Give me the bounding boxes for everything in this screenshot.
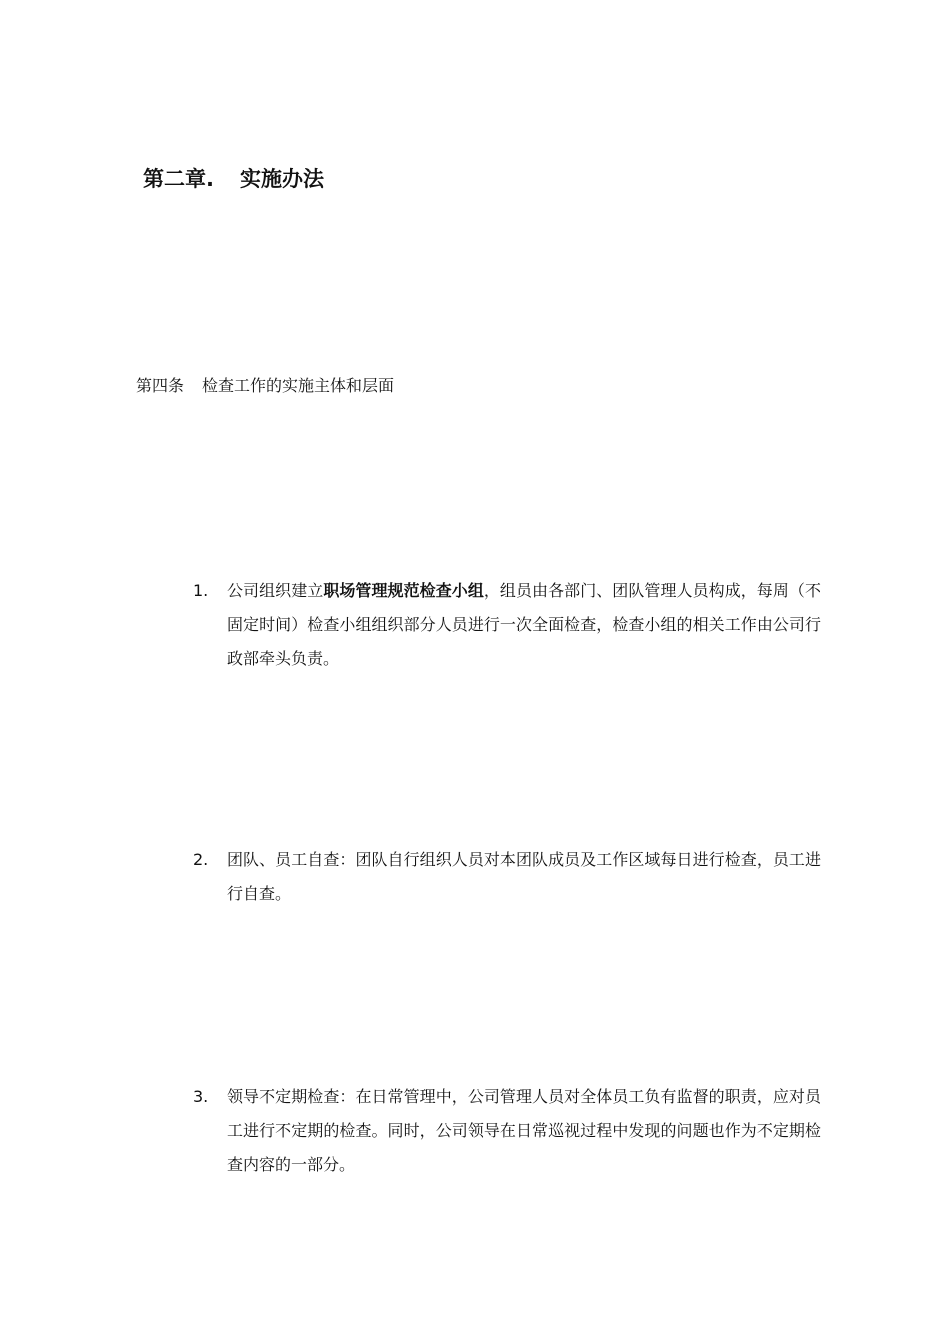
list-item-number: 2. (193, 850, 209, 869)
chapter-heading (143, 164, 324, 194)
list-item-text: 团队、员工自查：团队自行组织人员对本团队成员及工作区域每日进行检查，员工进行自查。 (227, 850, 821, 903)
list-item-emphasis: 职场管理规范检查小组 (323, 581, 484, 600)
list-item-number: 3. (193, 1087, 209, 1106)
list-item (193, 574, 823, 676)
chapter-number: 第二章. (143, 167, 214, 191)
list-item-text (227, 574, 821, 676)
chapter-title: 实施办法 (239, 167, 324, 191)
article-number: 第四条 (136, 376, 185, 395)
list-item (193, 843, 823, 911)
list-item-number: 1. (193, 581, 209, 600)
list-item-text: 领导不定期检查：在日常管理中，公司管理人员对全体员工负有监督的职责，应对员工进行不定期的检查。同时，公司领导在日常巡视过程中发现的问题也作为不定期检查内容的一部分。 (227, 1087, 821, 1174)
list-item-text-start: 公司组织建立 (227, 581, 324, 600)
list-item (193, 1080, 823, 1182)
article-title: 检查工作的实施主体和层面 (202, 376, 395, 395)
article-heading (136, 374, 394, 398)
list-item-text-rest: ，组员由各部门、团队管理人员构成，每周（不固定时间）检查小组组织部分人员进行一次全面检查，检查小组的相关工作由公司行政部牵头负责。 (227, 581, 821, 668)
